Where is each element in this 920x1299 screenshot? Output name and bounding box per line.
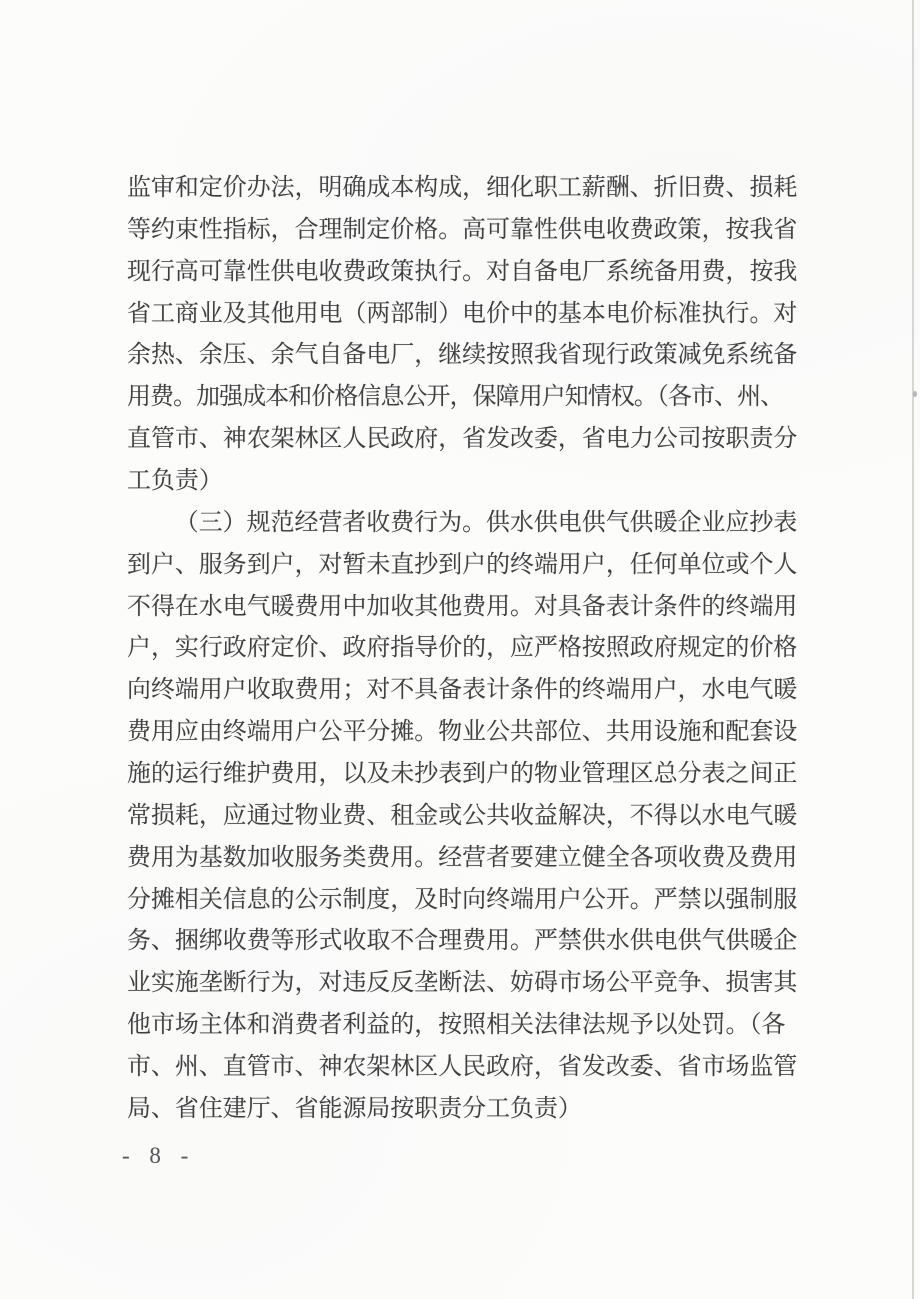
text-line: 向终端用户收取费用；对不具备表计条件的终端用户，水电气暖 — [127, 677, 798, 704]
text-line: 余热、余压、余气自备电厂，继续按照我省现行政策减免系统备 — [127, 342, 798, 369]
scan-edge-line — [912, 0, 914, 1299]
text-line: 常损耗，应通过物业费、租金或公共收益解决，不得以水电气暖 — [127, 802, 798, 829]
document-body — [127, 168, 799, 1131]
paragraph — [127, 168, 799, 503]
text-line: （三）规范经营者收费行为。供水供电供气供暖企业应抄表 — [174, 509, 798, 536]
text-line: 业实施垄断行为，对违反反垄断法、妨碍市场公平竞争、损害其 — [127, 970, 798, 997]
text-line: 监审和定价办法，明确成本构成，细化职工薪酬、折旧费、损耗 — [127, 175, 798, 201]
page-number: - 8 - — [122, 1143, 196, 1168]
text-line: 到户、服务到户，对暂未直抄到户的终端用户，任何单位或个人 — [127, 551, 798, 578]
text-line: 费用应由终端用户公平分摊。物业公共部位、共用设施和配套设 — [127, 719, 798, 746]
text-line: 费用为基数加收服务类费用。经营者要建立健全各项收费及费用 — [127, 844, 798, 871]
text-line: 分摊相关信息的公示制度，及时向终端用户公开。严禁以强制服 — [127, 886, 798, 913]
text-line: 户，实行政府定价、政府指导价的，应严格按照政府规定的价格 — [127, 635, 798, 662]
text-line: 直管市、神农架林区人民政府，省发改委，省电力公司按职责分 — [127, 426, 798, 453]
paragraph — [127, 503, 799, 1131]
text-line: 局、省住建厅、省能源局按职责分工负责） — [127, 1095, 582, 1122]
text-line: 现行高可靠性供电收费政策执行。对自备电厂系统备用费，按我 — [127, 258, 798, 285]
text-line: 用费。加强成本和价格信息公开，保障用户知情权。（各市、州、 — [127, 384, 784, 411]
text-line: 务、捆绑收费等形式收取不合理费用。严禁供水供电供气供暖企 — [127, 928, 798, 955]
text-line: 施的运行维护费用，以及未抄表到户的物业管理区总分表之间正 — [127, 761, 798, 788]
text-line: 工负责） — [127, 468, 223, 495]
text-line: 省工商业及其他用电（两部制）电价中的基本电价标准执行。对 — [127, 300, 798, 327]
text-line: 市、州、直管市、神农架林区人民政府，省发改委、省市场监管 — [127, 1054, 798, 1081]
text-line: 不得在水电气暖费用中加收其他费用。对具备表计条件的终端用 — [127, 593, 798, 620]
text-line: 等约束性指标，合理制定价格。高可靠性供电收费政策，按我省 — [127, 216, 798, 243]
scan-speck — [913, 391, 917, 397]
text-line: 他市场主体和消费者利益的，按照相关法律法规予以处罚。（各 — [127, 1012, 786, 1039]
